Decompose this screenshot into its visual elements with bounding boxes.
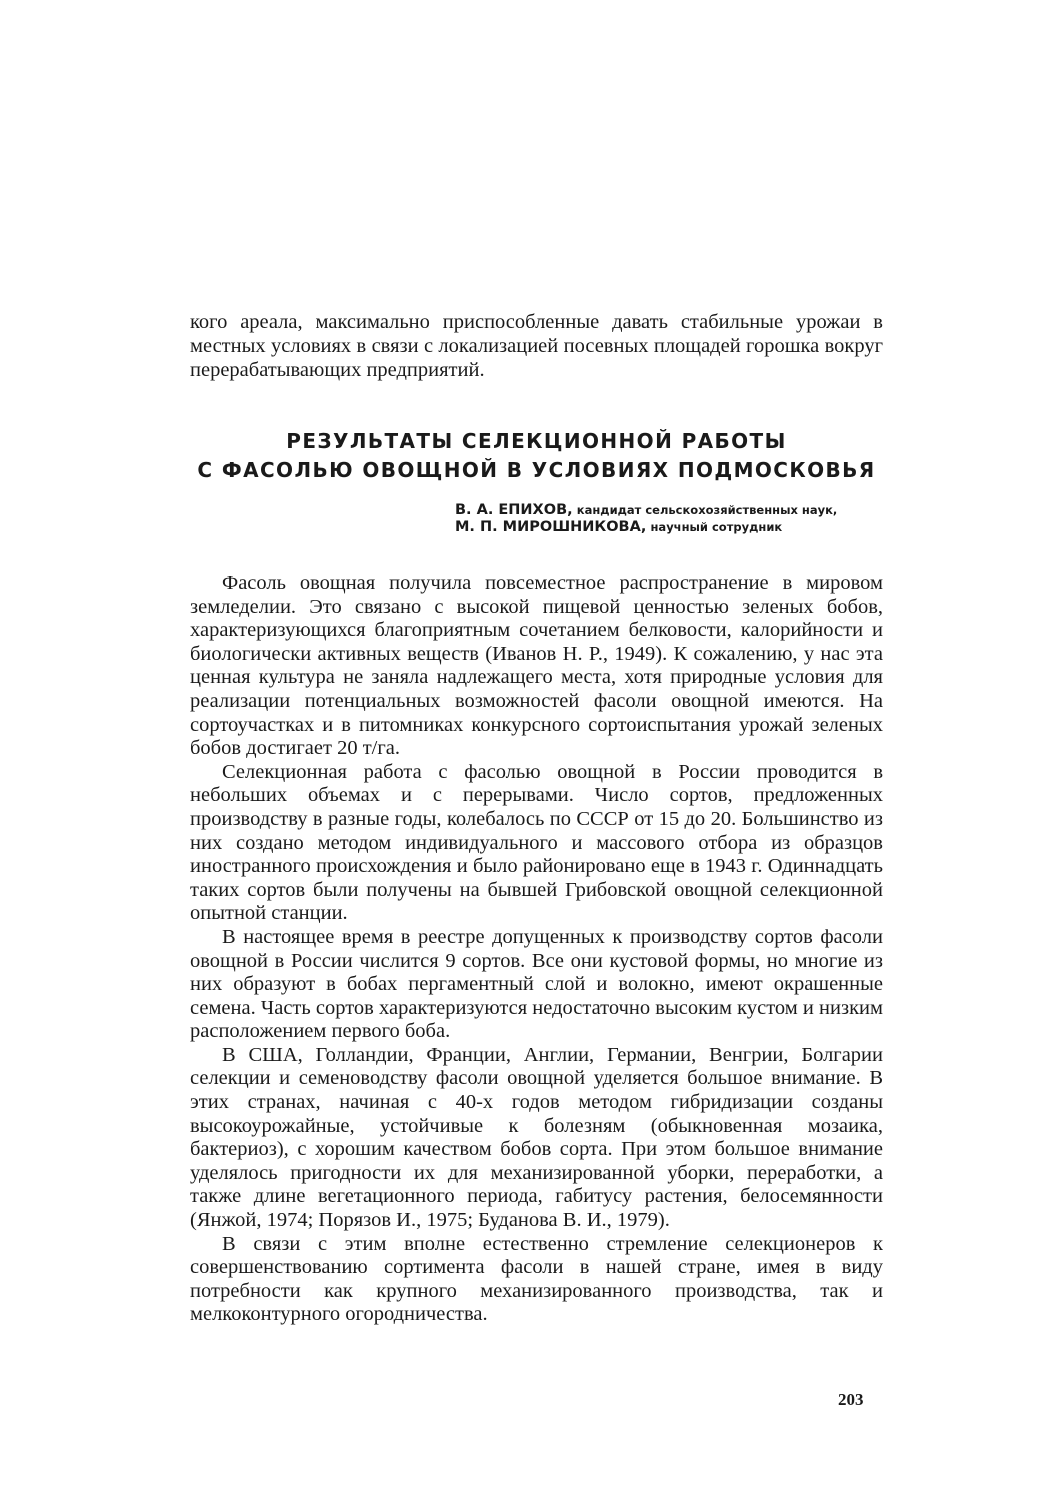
article-title-line-2: С ФАСОЛЬЮ ОВОЩНОЙ В УСЛОВИЯХ ПОДМОСКОВЬЯ xyxy=(197,458,876,482)
author-1-name: В. А. ЕПИХОВ, xyxy=(455,502,573,518)
body-paragraph-2: Селекционная работа с фасолью овощной в России проводится в небольших объемах и с перерывами. Число сортов, предложенных производству в разные годы, колебалось по СССР от 15 до 20. Большинство из них создано методом индивидуального и массового отбора из образцов иностранного происхождения и было районировано еще в 1943 г. Одиннадцать таких сортов были получены на бывшей Грибовской овощной селекционной опытной станции. xyxy=(190,760,883,925)
article-body xyxy=(190,572,883,1327)
body-paragraph-5: В связи с этим вполне естественно стремление селекционеров к совершенствованию сортимента фасоли в нашей стране, имея в виду потребности как крупного механизированного производства, так и мелкоконтурного огородничества. xyxy=(190,1232,883,1326)
author-2 xyxy=(455,519,885,536)
article-authors xyxy=(455,502,885,536)
body-paragraph-3: В настоящее время в реестре допущенных к производству сортов фасоли овощной в России числится 9 сортов. Все они кустовой формы, но многие из них образуют в бобах пергаментный слой и волокно, имеют окрашенные семена. Часть сортов характеризуются недостаточно высоким кустом и низким расположением первого боба. xyxy=(190,925,883,1043)
intro-text-block xyxy=(190,310,883,382)
intro-paragraph: кого ареала, максимально приспособленные давать стабильные урожаи в местных условиях в связи с локализацией посевных площадей горошка вокруг перерабатывающих предприятий. xyxy=(190,311,883,381)
author-2-role: научный сотрудник xyxy=(650,520,783,534)
article-title-line-1: РЕЗУЛЬТАТЫ СЕЛЕКЦИОННОЙ РАБОТЫ xyxy=(286,429,787,453)
author-2-name: М. П. МИРОШНИКОВА, xyxy=(455,519,647,535)
body-paragraph-4: В США, Голландии, Франции, Англии, Германии, Венгрии, Болгарии селекции и семеноводству фасоли овощной уделяется большое внимание. В этих странах, начиная с 40-х годов методом гибридизации созданы высокоурожайные, устойчивые к болезням (обыкновенная мозаика, бактериоз), с хорошим качеством бобов сорта. При этом большое внимание уделялось пригодности их для механизированной уборки, переработки, а также длине вегетационного периода, габитусу растения, белосемянности (Янжой, 1974; Порязов И., 1975; Буданова В. И., 1979). xyxy=(190,1043,883,1232)
body-paragraph-1: Фасоль овощная получила повсеместное распространение в мировом земледелии. Это связано с высокой пищевой ценностью зеленых бобов, характеризующихся благоприятным сочетанием белковости, калорийности и биологически активных веществ (Иванов Н. Р., 1949). К сожалению, у нас эта ценная культура не заняла надлежащего места, хотя природные условия для реализации потенциальных возможностей фасоли овощной имеются. На сортоучастках и в питомниках конкурсного сортоиспытания урожай зеленых бобов достигает 20 т/га. xyxy=(190,572,883,760)
author-1 xyxy=(455,502,885,519)
page-number: 203 xyxy=(838,1390,864,1409)
author-1-role: кандидат сельскохозяйственных наук, xyxy=(576,503,838,517)
article-title xyxy=(190,427,883,485)
